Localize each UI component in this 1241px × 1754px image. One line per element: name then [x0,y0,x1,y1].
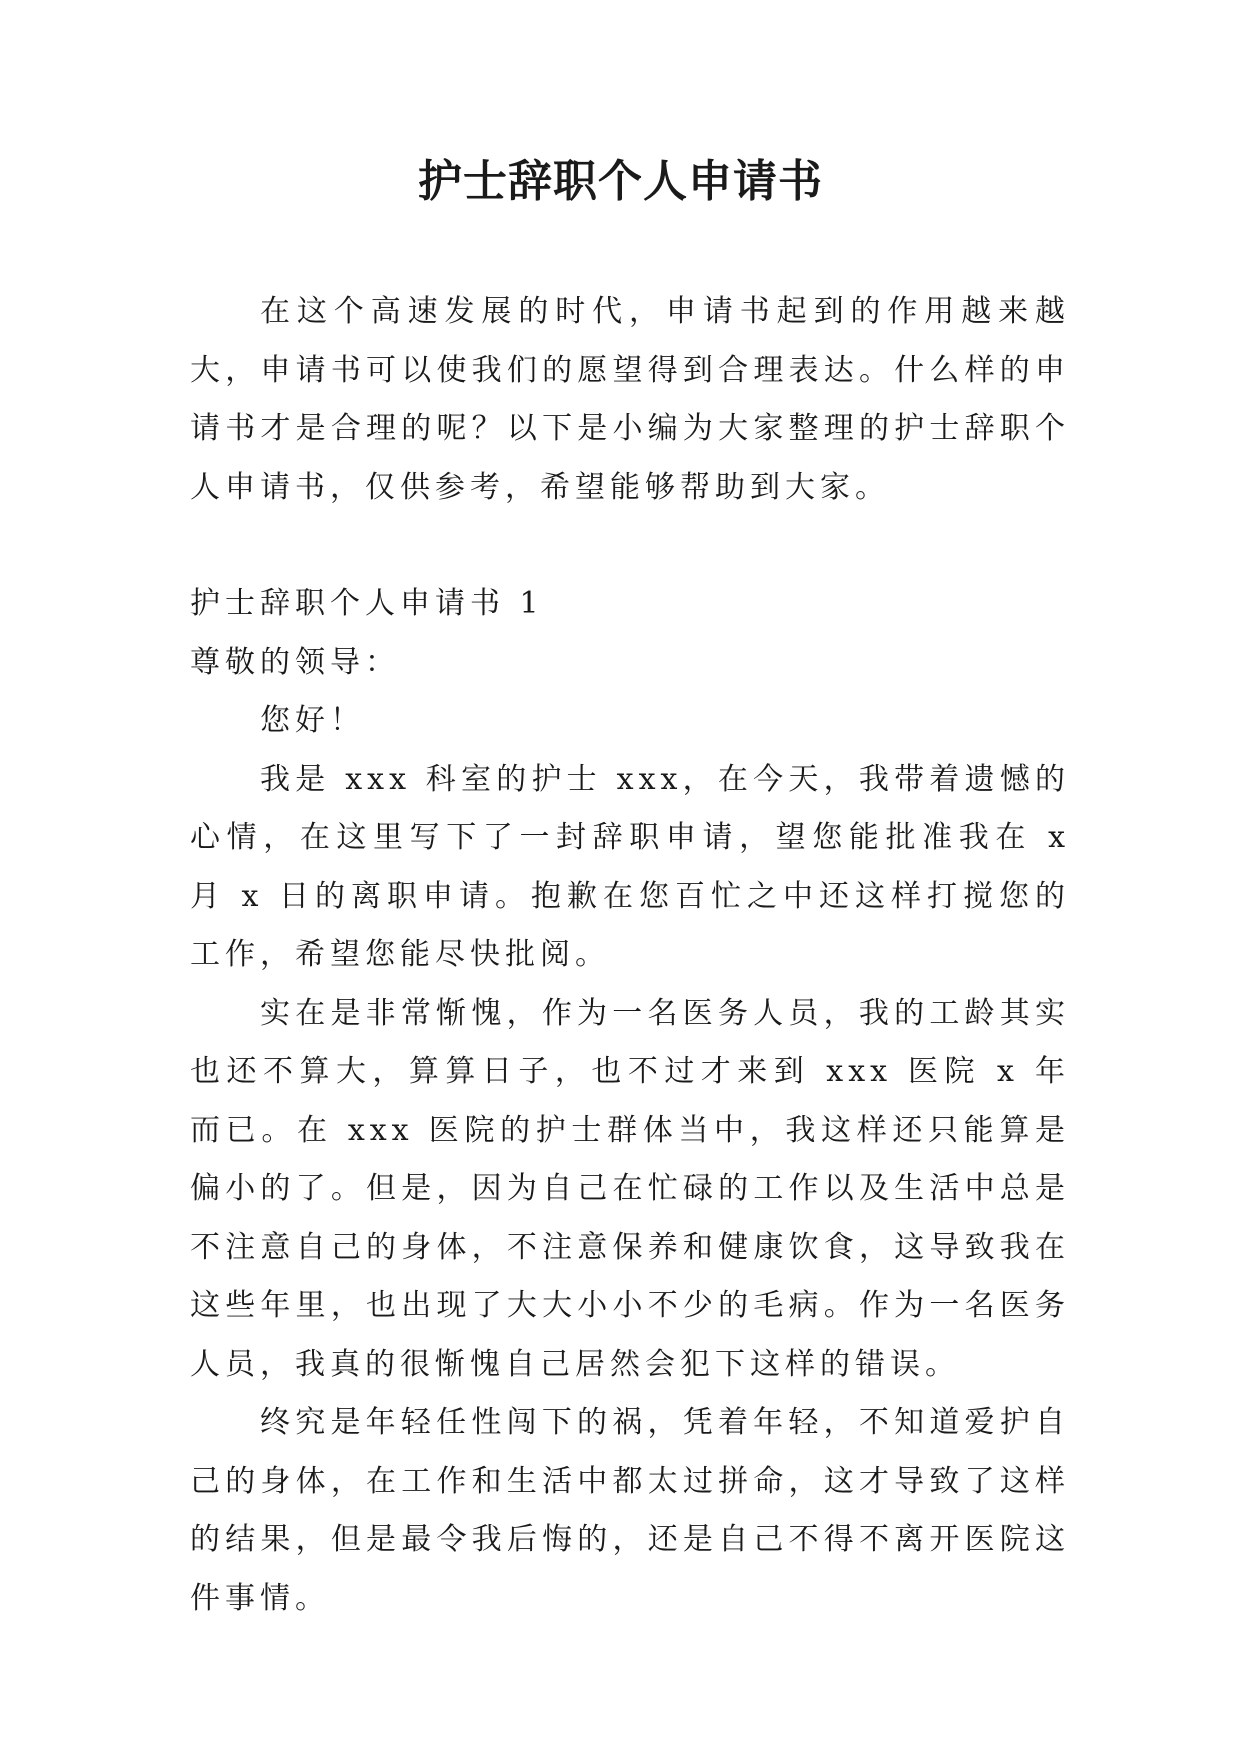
paragraph-spacer [190,517,1070,575]
document-title: 护士辞职个人申请书 [418,156,823,207]
document-body [190,283,1070,1628]
section-heading: 护士辞职个人申请书 1 [190,586,544,621]
body-paragraph: 终究是年轻任性闯下的祸，凭着年轻，不知道爱护自己的身体，在工作和生活中都太过拼命，这才导致了这样的结果，但是最令我后悔的，还是自己不得不离开医院这件事情。 [190,1405,1070,1616]
salutation: 尊敬的领导： [190,644,400,680]
body-paragraph: 实在是非常惭愧，作为一名医务人员，我的工龄其实也还不算大，算算日子，也不过才来到 xxx 医院 x 年而已。在 xxx 医院的护士群体当中，我这样还只能算是偏小的了。但是，因为自己在忙碌的工作以及生活中总是不注意自己的身体，不注意保养和健康饮食，这导致我在这些年里，也出现了大大小小不少的毛病。作为一名医务人员，我真的很惭愧自己居然会犯下这样的错误。 [190,995,1070,1382]
body-paragraph: 我是 xxx 科室的护士 xxx，在今天，我带着遗憾的心情，在这里写下了一封辞职申请，望您能批准我在 x 月 x 日的离职申请。抱歉在您百忙之中还这样打搅您的工作，希望您能尽快批阅。 [190,761,1070,972]
greeting: 您好！ [260,703,365,738]
intro-paragraph: 在这个高速发展的时代，申请书起到的作用越来越大，申请书可以使我们的愿望得到合理表达。什么样的申请书才是合理的呢？以下是小编为大家整理的护士辞职个人申请书，仅供参考，希望能够帮助到大家。 [190,294,1070,505]
